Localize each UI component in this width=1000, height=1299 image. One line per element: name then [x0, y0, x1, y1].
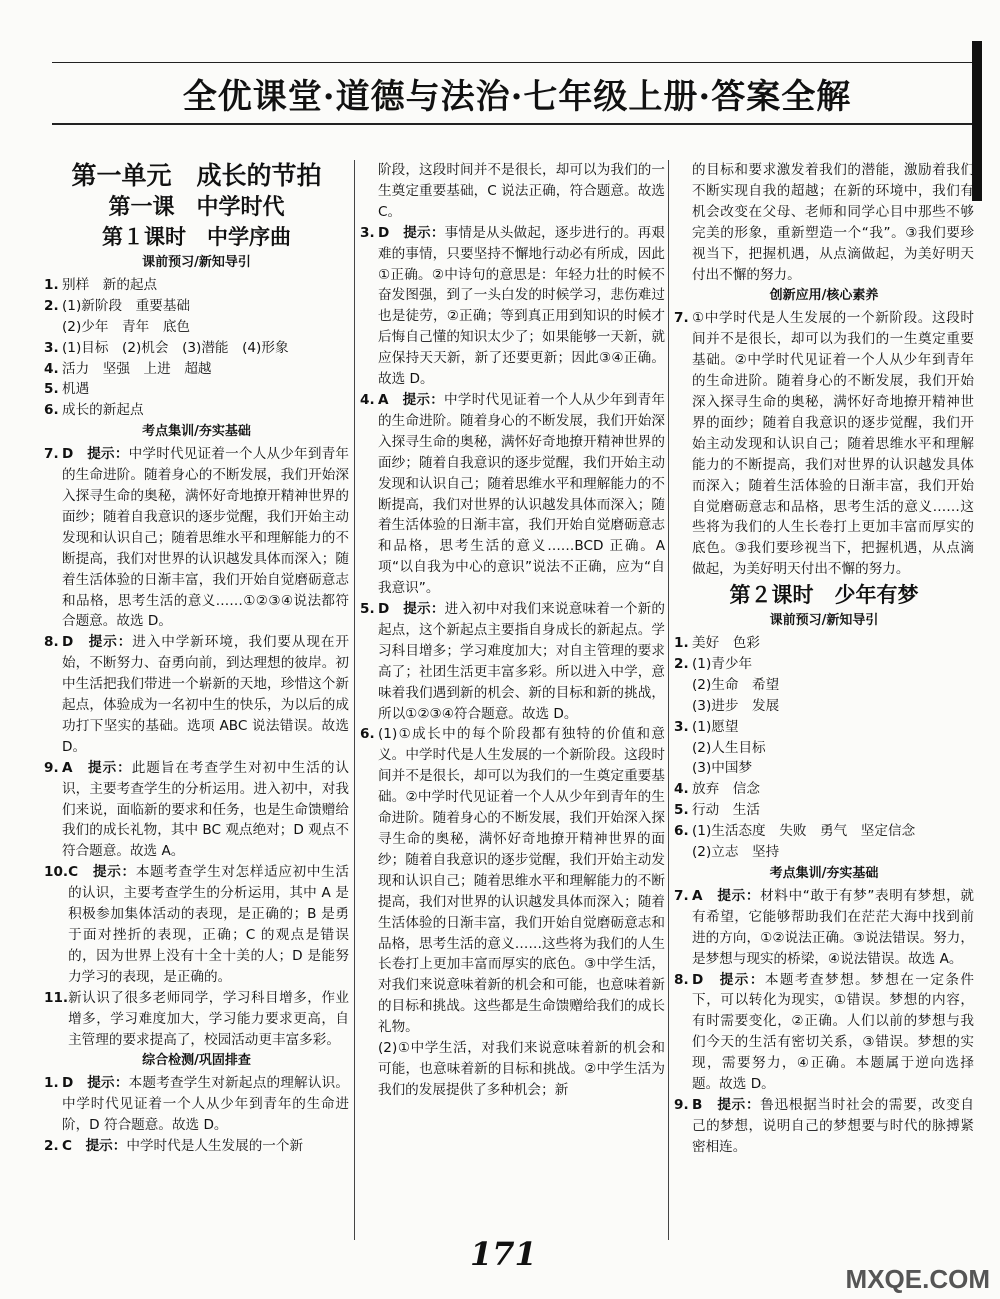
answer-text: 的目标和要求激发着我们的潜能，激励着我们不断实现自我的超越；在新的环境中，我们有机会改变在父母、老师和同学心目中那些不够完美的形象，重新塑造一个“我”。③我们要珍视当下，把握机遇，从点滴做起，为美好明天付出不懈的努力。	[692, 162, 974, 283]
answer-text: 本题考查学生对怎样适应初中生活的认识，主要考查学生的分析运用，其中 A 是积极参加集体活动的表现，是正确的；B 是勇于面对挫折的表现，正确；C 的观点是错误的，因为世界上没有十全十美的人；D 是能努力学习的表现，是正确的。	[68, 864, 350, 985]
page-title: 全优课堂·道德与法治·七年级上册·答案全解	[182, 76, 852, 117]
answer-text: (1)新阶段 重要基础 (2)少年 青年 底色	[62, 297, 191, 335]
answer-item	[44, 338, 349, 359]
answer-number: 5.	[44, 381, 59, 398]
answer-body	[692, 308, 974, 580]
answer-body	[68, 862, 349, 987]
answer-item	[360, 390, 665, 599]
answer-key: D 提示：	[692, 971, 765, 988]
answer-body	[692, 779, 760, 800]
answer-number	[360, 160, 378, 223]
answer-item	[44, 632, 349, 757]
answer-key: D 提示：	[378, 224, 445, 241]
column-divider	[668, 160, 669, 1240]
section-heading: 课前预习/新知导引	[142, 255, 251, 270]
answer-list	[44, 1073, 349, 1157]
answer-body	[692, 1095, 974, 1158]
column-3	[674, 160, 974, 1158]
answer-body	[62, 1073, 349, 1136]
answer-list	[674, 886, 974, 1158]
answer-item	[674, 654, 974, 717]
answer-number: 11.	[44, 989, 69, 1006]
answer-key: A 提示：	[62, 759, 132, 776]
answer-key: C 提示：	[62, 1138, 127, 1155]
answer-key: D 提示：	[378, 601, 445, 618]
answer-item	[44, 359, 349, 380]
page-number: 171	[470, 1235, 537, 1273]
answer-item	[44, 988, 349, 1051]
answer-text: 美好 色彩	[692, 635, 760, 652]
answer-body	[62, 275, 157, 296]
answer-item	[360, 724, 665, 1100]
answer-text: (1)①成长中的每个阶段都有独特的价值和意义。中学时代是人生发展的一个新阶段。这段时间并不是很长，却可以为我们的一生奠定重要基础。②中学时代见证着一个人从少年到青年的生命进阶。随着身心的不断发展，我们开始深入探寻生命的奥秘，满怀好奇地撩开精神世界的面纱；随着自我意识的逐步觉醒，我们开始主动发现和认识自己；随着思维水平和理解能力的不断提高，我们对世界的认识越发具体而深入；随着生活体验的日渐丰富，我们开始自觉磨砺意志和品格，思考生活的意义……这些将为我们的人生长卷打上更加丰富而厚实的底色。③中学生活，对我们来说意味着新的机会和可能，也意味着新的目标和挑战。这些都是生命馈赠给我们的成长礼物。 (2)①中学生活，对我们来说意味着新的机会和可能，也意味着新的目标和挑战。②中学生活为我们的发展提供了多种机会；新	[378, 726, 665, 1098]
answer-key: B 提示：	[692, 1096, 761, 1113]
answer-text: 成长的新起点	[62, 402, 144, 419]
answer-number: 3.	[360, 224, 375, 241]
answer-item	[360, 223, 665, 390]
answer-body	[692, 160, 974, 285]
answer-text: (1)青少年 (2)生命 希望 (3)进步 发展	[692, 655, 780, 714]
answer-item	[674, 800, 974, 821]
answer-text: (1)生活态度 失败 勇气 坚定信念 (2)立志 坚持	[692, 823, 916, 861]
answer-number: 5.	[674, 802, 689, 819]
answer-body	[692, 821, 915, 863]
answer-number: 7.	[44, 446, 59, 463]
answer-text: 进入初中对我们来说意味着一个新的起点，这个新起点主要指自身成长的新起点。学习科目增多；学习难度加大；对自主管理的要求高了；社团生活更丰富多彩。所以进入中学，意味着我们遇到新的机会、新的目标和新的挑战，所以①②③④符合题意。故选 D。	[378, 601, 665, 722]
column-1	[44, 160, 349, 1157]
answer-text: 放弃 信念	[692, 781, 760, 798]
answer-number: 4.	[44, 360, 59, 377]
answer-text: 别样 新的起点	[62, 276, 158, 293]
answer-item	[674, 821, 974, 863]
answer-number: 4.	[674, 781, 689, 798]
answer-item	[44, 758, 349, 863]
column-2	[360, 160, 665, 1101]
answer-item	[44, 275, 349, 296]
column-divider	[354, 160, 355, 1240]
answer-text: 行动 生活	[692, 802, 760, 819]
answer-item	[674, 1095, 974, 1158]
answer-body	[62, 338, 289, 359]
answer-text: 中学时代是人生发展的一个新	[126, 1138, 304, 1155]
answer-key: D 提示：	[62, 446, 129, 463]
answer-number: 6.	[674, 823, 689, 840]
section-heading: 考点集训/夯实基础	[142, 424, 251, 440]
section-heading: 创新应用/核心素养	[769, 288, 879, 304]
answer-number: 8.	[44, 634, 59, 651]
answer-key: D 提示：	[62, 634, 133, 651]
answer-text: 事情是从头做起，逐步进行的。再艰难的事情，只要坚持不懈地行动必有所成，因此①正确。②中诗句的意思是：年轻力壮的时候不奋发图强，到了一头白发的时候学习，悲伤难过也是徒劳，②正确；等到真正用到知识的时候才后悔自己懂的知识太少了；如果能够一天新，就应保持天天新，新了还要更新；因此③④正确。故选 D。	[378, 224, 665, 388]
answer-body	[692, 654, 779, 717]
answer-number: 7.	[674, 310, 689, 327]
answer-body	[62, 400, 144, 421]
answer-text: 本题考查学生对新起点的理解认识。中学时代见证着一个人从少年到青年的生命进阶，D 符合题意。故选 D。	[62, 1075, 349, 1134]
answer-body	[692, 970, 974, 1095]
answer-item	[674, 779, 974, 800]
answer-text: 此题旨在考查学生对初中生活的认识，主要考查学生的分析运用。进入初中，对我们来说，面临新的要求和任务，也是生命馈赠给我们的成长礼物，其中 BC 观点绝对；D 观点不符合题意。故选 A。	[62, 759, 349, 860]
answer-number	[674, 160, 692, 285]
answer-number: 1.	[674, 635, 689, 652]
answer-item	[674, 160, 974, 285]
answer-body	[62, 296, 190, 338]
answer-text: 活力 坚强 上进 超越	[62, 360, 212, 377]
answer-list	[360, 160, 665, 1101]
period-heading: 第２课时 少年有梦	[729, 582, 919, 608]
lesson-heading: 第一课 中学时代	[108, 194, 285, 220]
answer-item	[674, 886, 974, 970]
answer-text: (1)愿望 (2)人生目标 (3)中国梦	[692, 718, 766, 777]
answer-item	[44, 444, 349, 632]
answer-item	[44, 1073, 349, 1136]
answer-number: 7.	[674, 887, 689, 904]
answer-text: 鲁迅根据当时社会的需要，改变自己的梦想，说明自己的梦想要与时代的脉搏紧密相连。	[692, 1096, 974, 1155]
answer-text: 机遇	[62, 381, 90, 398]
answer-list	[674, 160, 974, 285]
answer-body	[692, 717, 766, 780]
section-heading: 课前预习/新知导引	[769, 613, 879, 629]
answer-body	[378, 223, 665, 390]
section-heading: 综合检测/巩固排查	[142, 1053, 251, 1069]
answer-list	[674, 633, 974, 863]
period-heading: 第１课时 中学序曲	[102, 224, 291, 249]
answer-body	[62, 444, 349, 632]
answer-body	[378, 390, 665, 599]
answer-number: 6.	[360, 726, 375, 743]
answer-body	[62, 758, 349, 863]
answer-text: 材料中“敢于有梦”表明有梦想，就有希望，它能够帮助我们在茫茫大海中找到前进的方向，①②说法正确。③说法错误。努力，是梦想与现实的桥梁，④说法错误。故选 A。	[692, 887, 974, 967]
answer-body	[692, 633, 760, 654]
answer-body	[378, 724, 665, 1100]
answer-item	[44, 862, 349, 987]
answer-item	[44, 400, 349, 421]
answer-list	[674, 308, 974, 580]
answer-number: 9.	[44, 759, 59, 776]
answer-text: 新认识了很多老师同学，学习科目增多，作业增多，学习难度加大，学习能力要求更高，自主管理的要求提高了，校园活动更丰富多彩。	[68, 989, 349, 1048]
answer-item	[360, 160, 665, 223]
answer-body	[378, 160, 665, 223]
answer-item	[674, 717, 974, 780]
answer-body	[62, 379, 89, 400]
answer-item	[674, 633, 974, 654]
answer-item	[360, 599, 665, 724]
answer-key: D 提示：	[62, 1075, 129, 1092]
answer-number: 3.	[674, 718, 689, 735]
answer-item	[44, 296, 349, 338]
section-heading: 考点集训/夯实基础	[769, 866, 879, 881]
answer-text: 阶段，这段时间并不是很长，却可以为我们的一生奠定重要基础，C 说法正确，符合题意。故选 C。	[378, 162, 665, 220]
answer-key: A 提示：	[692, 887, 761, 904]
answer-text: 中学时代见证着一个人从少年到青年的生命进阶。随着身心的不断发展，我们开始深入探寻生命的奥秘，满怀好奇地撩开精神世界的面纱；随着自我意识的逐步觉醒，我们开始主动发现和认识自己；随着思维水平和理解能力的不断提高，我们对世界的认识越发具体而深入；随着生活体验的日渐丰富，我们开始自觉磨砺意志和品格，思考生活的意义……BCD 正确。A 项“以自我为中心的意识”说法不正确，应为“自我意识”。	[378, 391, 665, 597]
answer-item	[44, 379, 349, 400]
answer-text: 中学时代见证着一个人从少年到青年的生命进阶。随着身心的不断发展，我们开始深入探寻生命的奥秘，满怀好奇地撩开精神世界的面纱；随着自我意识的逐步觉醒，我们开始主动发现和认识自己；随着思维水平和理解能力的不断提高，我们对世界的认识越发具体而深入；随着生活体验的日渐丰富，我们开始自觉磨砺意志和品格，思考生活的意义……①②③④说法都符合题意。故选 D。	[62, 446, 349, 630]
answer-body	[692, 800, 760, 821]
answer-text: 本题考查梦想。梦想在一定条件下，可以转化为现实，①错误。梦想的内容，有时需要变化，②正确。人们以前的梦想与我们今天的生活有密切关系，③错误。梦想的实现，需要努力，④正确。本题属于逆向选择题。故选 D。	[692, 971, 974, 1093]
answer-number: 2.	[674, 655, 689, 672]
answer-text: (1)目标 (2)机会 (3)潜能 (4)形象	[62, 339, 289, 356]
answer-number: 2.	[44, 297, 59, 314]
answer-list	[44, 444, 349, 1050]
unit-heading: 第一单元 成长的节拍	[71, 161, 322, 190]
answer-body	[62, 359, 212, 380]
answer-text: 进入中学新环境，我们要从现在开始，不断努力、奋勇向前，到达理想的彼岸。初中生活把我们带进一个崭新的天地，珍惜这个新起点，体验成为一名初中生的快乐，为以后的成功打下坚实的基础。选项 ABC 说法错误。故选 D。	[62, 634, 349, 755]
answer-number: 1.	[44, 276, 59, 293]
answer-number: 3.	[44, 339, 59, 356]
answer-number: 1.	[44, 1075, 59, 1092]
answer-body	[68, 988, 349, 1051]
answer-key: A 提示：	[378, 391, 445, 408]
answer-number: 8.	[674, 971, 689, 988]
watermark: MXQE.COM	[845, 1264, 990, 1294]
answer-list	[44, 275, 349, 421]
answer-body	[692, 886, 974, 970]
answer-number: 10.	[44, 864, 69, 881]
answer-number: 2.	[44, 1138, 59, 1155]
answer-item	[674, 970, 974, 1095]
page-header	[52, 62, 982, 125]
answer-key: C 提示：	[68, 864, 136, 881]
answer-number: 9.	[674, 1096, 689, 1113]
answer-number: 5.	[360, 601, 375, 618]
answer-body	[62, 632, 349, 757]
answer-item	[674, 308, 974, 580]
answer-number: 4.	[360, 391, 375, 408]
answer-item	[44, 1136, 349, 1157]
answer-body	[62, 1136, 303, 1157]
answer-number: 6.	[44, 402, 59, 419]
answer-body	[378, 599, 665, 724]
answer-text: ①中学时代是人生发展的一个新阶段。这段时间并不是很长，却可以为我们的一生奠定重要基础。②中学时代见证着一个人从少年到青年的生命进阶。随着身心的不断发展，我们开始深入探寻生命的奥秘，满怀好奇地撩开精神世界的面纱；随着自我意识的逐步觉醒，我们开始主动发现和认识自己；随着思维水平和理解能力的不断提高，我们对世界的认识越发具体而深入；随着生活体验的日渐丰富，我们开始自觉磨砺意志和品格，思考生活的意义……这些将为我们的人生长卷打上更加丰富而厚实的底色。③我们要珍视当下，把握机遇，从点滴做起，为美好明天付出不懈的努力。	[692, 310, 974, 578]
